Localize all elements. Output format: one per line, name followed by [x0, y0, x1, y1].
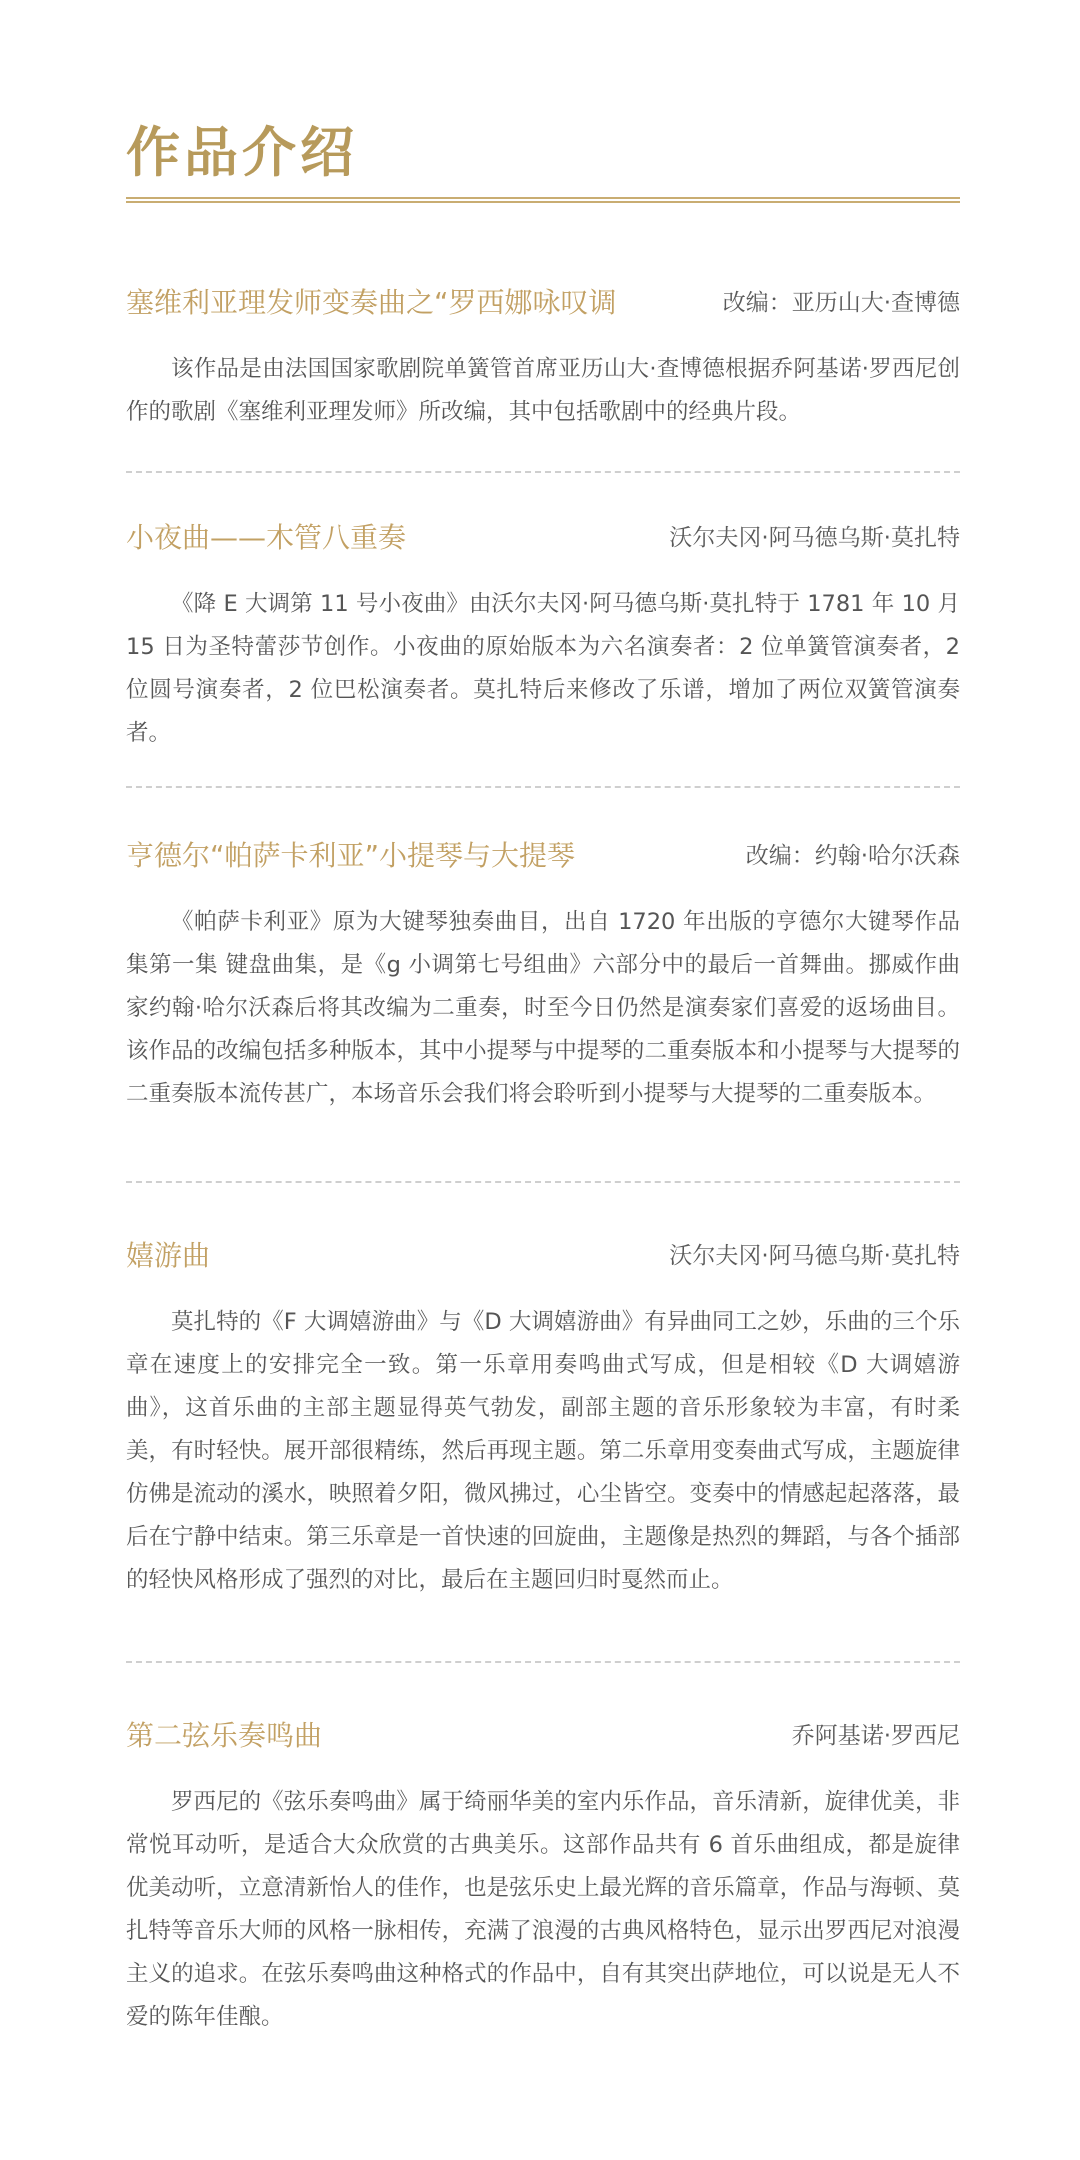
title-double-rule — [126, 197, 960, 203]
work-composer: 乔阿基诺·罗西尼 — [768, 1713, 960, 1759]
work-header — [126, 515, 960, 561]
work-composer: 改编：约翰·哈尔沃森 — [722, 833, 960, 879]
work-composer: 改编：亚历山大·查博德 — [699, 280, 960, 326]
work-title: 塞维利亚理发师变奏曲之“罗西娜咏叹调 — [126, 286, 617, 319]
section-divider — [126, 471, 960, 473]
work-section-2 — [126, 515, 960, 755]
work-section-5 — [126, 1713, 960, 2039]
work-composer: 沃尔夫冈·阿马德乌斯·莫扎特 — [645, 515, 960, 561]
work-section-1 — [126, 280, 960, 434]
work-header — [126, 1713, 960, 1759]
work-title: 第二弦乐奏鸣曲 — [126, 1719, 323, 1752]
work-title: 亨德尔“帕萨卡利亚”小提琴与大提琴 — [126, 839, 576, 872]
work-header — [126, 833, 960, 879]
work-section-3 — [126, 833, 960, 1116]
work-title: 小夜曲——木管八重奏 — [126, 521, 407, 554]
section-divider — [126, 1661, 960, 1663]
work-description: 该作品是由法国国家歌剧院单簧管首席亚历山大·查博德根据乔阿基诺·罗西尼创作的歌剧《塞维利亚理发师》所改编，其中包括歌剧中的经典片段。 — [126, 356, 960, 425]
section-divider — [126, 1181, 960, 1183]
section-divider — [126, 786, 960, 788]
work-title: 嬉游曲 — [126, 1239, 211, 1272]
work-composer: 沃尔夫冈·阿马德乌斯·莫扎特 — [645, 1233, 960, 1279]
work-description: 《降 E 大调第 11 号小夜曲》由沃尔夫冈·阿马德乌斯·莫扎特于 1781 年 10 月 15 日为圣特蕾莎节创作。小夜曲的原始版本为六名演奏者：2 位单簧管演奏者，2 位圆号演奏者，2 位巴松演奏者。莫扎特后来修改了乐谱，增加了两位双簧管演奏者。 — [126, 591, 960, 746]
work-description: 《帕萨卡利亚》原为大键琴独奏曲目，出自 1720 年出版的亨德尔大键琴作品集第一集 键盘曲集，是《g 小调第七号组曲》六部分中的最后一首舞曲。挪威作曲家约翰·哈尔沃森后将其改编为二重奏，时至今日仍然是演奏家们喜爱的返场曲目。该作品的改编包括多种版本，其中小提琴与中提琴的二重奏版本和小提琴与大提琴的二重奏版本流传甚广，本场音乐会我们将会聆听到小提琴与大提琴的二重奏版本。 — [126, 909, 960, 1107]
work-header — [126, 280, 960, 326]
work-description: 罗西尼的《弦乐奏鸣曲》属于绮丽华美的室内乐作品，音乐清新，旋律优美，非常悦耳动听，是适合大众欣赏的古典美乐。这部作品共有 6 首乐曲组成，都是旋律优美动听，立意清新怡人的佳作，也是弦乐史上最光辉的音乐篇章，作品与海顿、莫扎特等音乐大师的风格一脉相传，充满了浪漫的古典风格特色，显示出罗西尼对浪漫主义的追求。在弦乐奏鸣曲这种格式的作品中，自有其突出萨地位，可以说是无人不爱的陈年佳酿。 — [126, 1789, 960, 2030]
work-section-4 — [126, 1233, 960, 1602]
work-description: 莫扎特的《F 大调嬉游曲》与《D 大调嬉游曲》有异曲同工之妙，乐曲的三个乐章在速度上的安排完全一致。第一乐章用奏鸣曲式写成，但是相较《D 大调嬉游曲》，这首乐曲的主部主题显得英气勃发，副部主题的音乐形象较为丰富，有时柔美，有时轻快。展开部很精练，然后再现主题。第二乐章用变奏曲式写成，主题旋律仿佛是流动的溪水，映照着夕阳，微风拂过，心尘皆空。变奏中的情感起起落落，最后在宁静中结束。第三乐章是一首快速的回旋曲，主题像是热烈的舞蹈，与各个插部的轻快风格形成了强烈的对比，最后在主题回归时戛然而止。 — [126, 1309, 960, 1593]
page-title: 作品介绍 — [126, 120, 358, 184]
work-header — [126, 1233, 960, 1279]
